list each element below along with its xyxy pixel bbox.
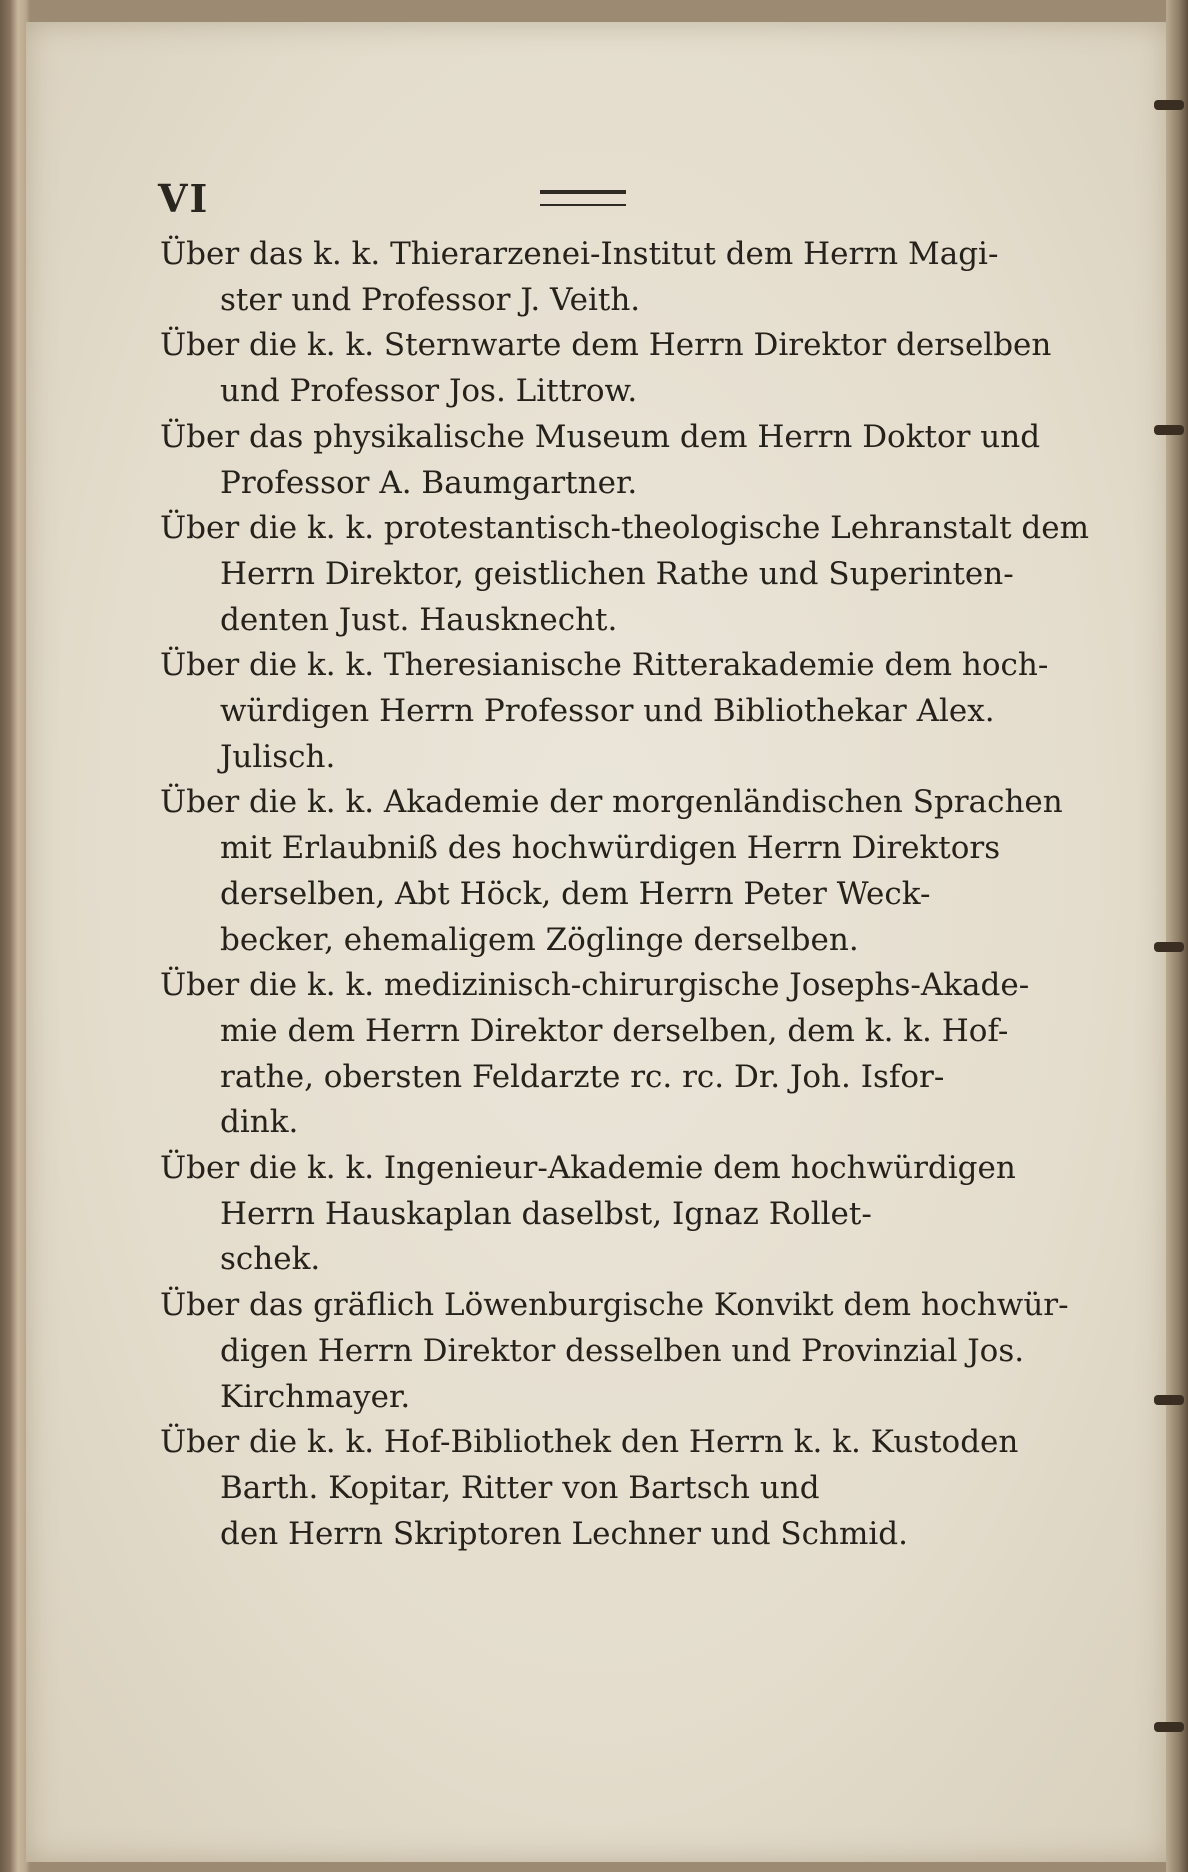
text-line: denten Just. Hausknecht. xyxy=(220,601,618,638)
dedication-entry xyxy=(160,506,1089,643)
text-line: Über das gräflich Löwenburgische Konvikt dem hochwür- xyxy=(160,1287,1069,1324)
text-line: schek. xyxy=(220,1241,321,1278)
dedication-entry xyxy=(160,963,1060,1146)
text-line: Über die k. k. Sternwarte dem Herrn Direktor derselben xyxy=(160,327,1052,364)
text-line: Über die k. k. Ingenieur-Akademie dem hochwürdigen xyxy=(160,1150,1016,1187)
dedication-entry xyxy=(160,1283,1069,1420)
text-line: Kirchmayer. xyxy=(220,1378,411,1415)
dedication-entry xyxy=(160,643,1060,780)
text-line: Professor A. Baumgartner. xyxy=(220,464,638,501)
text-line: derselben, Abt Höck, dem Herrn Peter Weck- xyxy=(220,875,931,912)
text-line: dink. xyxy=(220,1104,299,1141)
binding-thread xyxy=(1154,1395,1184,1405)
binding-thread xyxy=(1154,100,1184,110)
text-line: Über die k. k. Hof-Bibliothek den Herrn k. k. Kustoden xyxy=(160,1424,1019,1461)
page-header xyxy=(158,176,658,226)
text-line: Über die k. k. medizinisch-chirurgische Josephs-Akade- xyxy=(160,967,1030,1004)
dedication-entry xyxy=(160,415,1060,506)
dedication-entry xyxy=(160,1146,1060,1283)
binding-thread xyxy=(1154,425,1184,435)
dedication-entry xyxy=(160,780,1063,963)
text-line: Herrn Direktor, geistlichen Rathe und Superinten- xyxy=(220,555,1014,592)
dedication-entry xyxy=(160,1420,1060,1557)
dedication-entry xyxy=(160,232,1060,323)
text-line: ster und Professor J. Veith. xyxy=(220,281,641,318)
text-line: Über das physikalische Museum dem Herrn Doktor und xyxy=(160,418,1041,455)
binding-thread xyxy=(1154,1722,1184,1732)
page-spine-edge xyxy=(1166,0,1188,1872)
text-line: und Professor Jos. Littrow. xyxy=(220,373,638,410)
text-line: mit Erlaubniß des hochwürdigen Herrn Direktors xyxy=(220,830,1001,867)
page-number: VI xyxy=(158,176,210,221)
dedication-list xyxy=(160,232,1089,1557)
binding-thread xyxy=(1154,942,1184,952)
text-line: Barth. Kopitar, Ritter von Bartsch und xyxy=(220,1469,820,1506)
text-line: Julisch. xyxy=(220,738,336,775)
text-line: Über die k. k. protestantisch-theologische Lehranstalt dem xyxy=(160,510,1089,547)
dedication-entry xyxy=(160,323,1060,414)
text-line: würdigen Herrn Professor und Bibliothekar Alex. xyxy=(220,693,995,730)
text-line: Über die k. k. Akademie der morgenländischen Sprachen xyxy=(160,784,1063,821)
text-line: becker, ehemaligem Zöglinge derselben. xyxy=(220,921,859,958)
header-rule xyxy=(540,190,626,206)
text-line: rathe, obersten Feldarzte rc. rc. Dr. Joh. Isfor- xyxy=(220,1058,945,1095)
text-line: mie dem Herrn Direktor derselben, dem k. k. Hof- xyxy=(220,1012,1009,1049)
text-line: digen Herrn Direktor desselben und Provinzial Jos. xyxy=(220,1332,1025,1369)
text-line: Über die k. k. Theresianische Ritterakademie dem hoch- xyxy=(160,647,1049,684)
text-line: den Herrn Skriptoren Lechner und Schmid. xyxy=(220,1515,908,1552)
text-line: Herrn Hauskaplan daselbst, Ignaz Rollet- xyxy=(220,1195,872,1232)
text-line: Über das k. k. Thierarzenei-Institut dem Herrn Magi- xyxy=(160,236,999,272)
